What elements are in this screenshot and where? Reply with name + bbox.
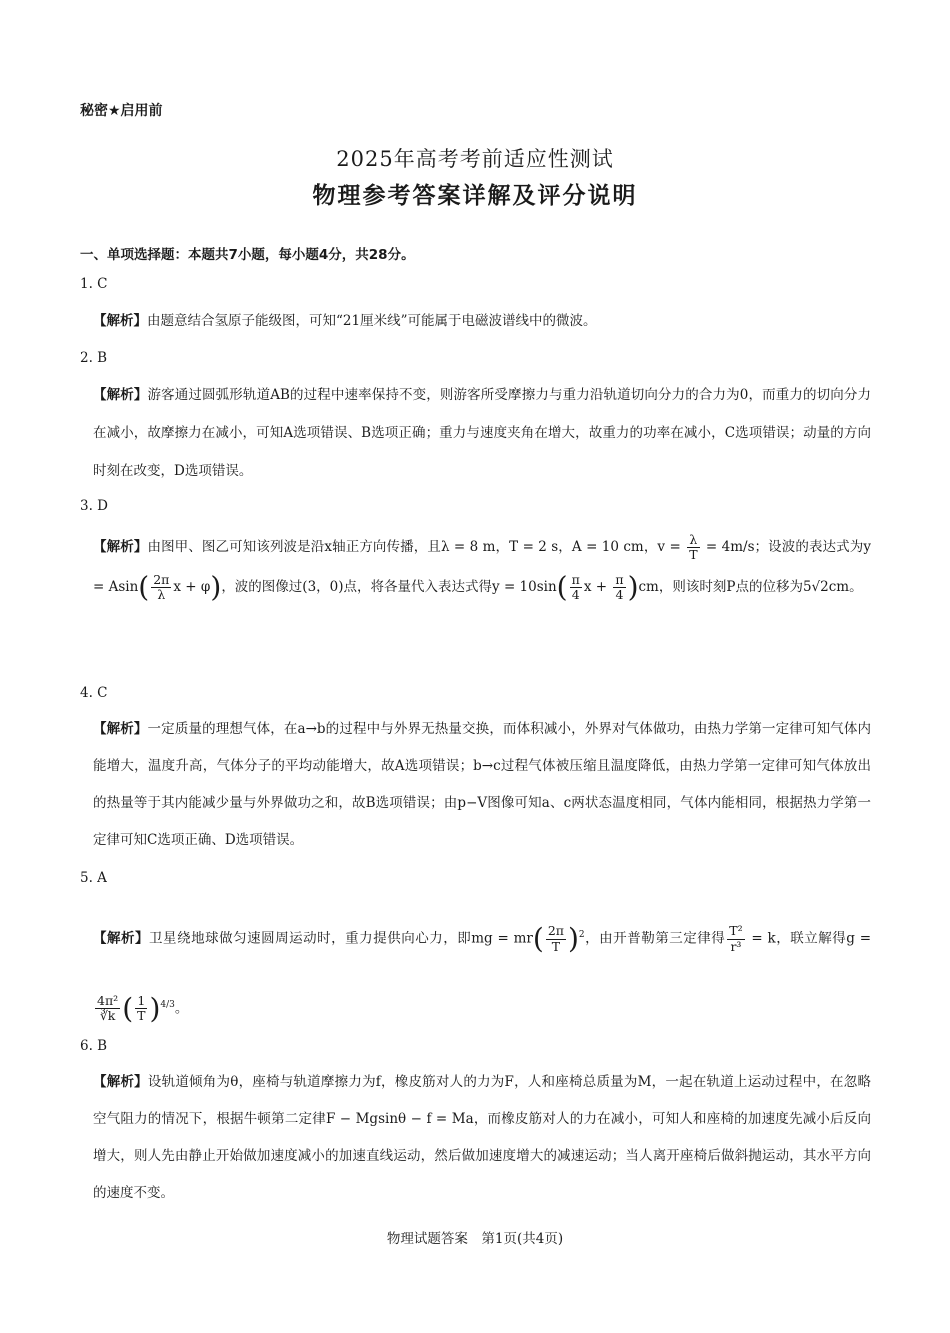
explanation-text-d: 。 — [174, 1000, 189, 1016]
page-footer: 物理试题答案 第1页(共4页) — [386, 1231, 564, 1247]
explanation-q4 — [93, 711, 871, 859]
answer-q2: 2. B — [80, 350, 108, 366]
explanation-text-a: 卫星绕地球做匀速圆周运动时，重力提供向心力，即mg = mr — [149, 930, 533, 947]
explanation-text-c: = k，联立解得g = — [746, 930, 872, 947]
explanation-text: 一定质量的理想气体，在a→b的过程中与外界无热量交换，而体积减小，外界对气体做功，由热力学第一定律可知气体内能增大，温度升高，气体分子的平均动能增大，故A选项错误；b→c过程气体被压缩且温度降低，由热力学第一定律可知气体放出的热量等于其内能减少量与外界做功之和，故B选项错误；由p−V图像可知a、c两状态温度相同，气体内能相同，根据热力学第一定律可知C选项正确、D选项错误。 — [93, 721, 871, 848]
explanation-text-b: ，由开普勒第三定律得 — [584, 930, 726, 947]
exam-title: 2025年高考考前适应性测试 — [336, 147, 614, 171]
explanation-tag: 【解析】 — [93, 721, 148, 737]
explanation-text-c: ，波的图像过(3，0)点，将各量代入表达式得y = 10sin — [221, 579, 557, 595]
section-heading: 一、单项选择题：本题共7小题，每小题4分，共28分。 — [80, 247, 415, 263]
answer-q6: 6. B — [80, 1038, 108, 1054]
explanation-tag: 【解析】 — [93, 387, 148, 403]
explanation-text-d: cm，则该时刻P点的位移为5√2cm。 — [638, 579, 863, 595]
explanation-text: 游客通过圆弧形轨道AB的过程中速率保持不变，则游客所受摩擦力与重力沿轨道切向分力的合力为0，而重力的切向分力在减小，故摩擦力在减小，可知A选项错误、B选项正确；重力与速度夹角在增大，故重力的功率在减小，C选项错误；动量的方向时刻在改变，D选项错误。 — [93, 387, 872, 479]
answer-q1: 1. C — [80, 276, 108, 292]
explanation-q1 — [93, 302, 871, 340]
explanation-tag: 【解析】 — [93, 313, 147, 329]
explanation-q3: 【解析】由图甲、图乙可知该列波是沿x轴正方向传播，且λ = 8 m，T = 2 s，A = 10 cm，v = $\frac{\lambda}{T}$ = 4m/s；设波的表达式为y = Asin( $\frac{2\pi}{\lambda}$ x + φ)，波的图像过(3，0)点，将各量代入表达式得y = 10sin( $\frac{\pi}{4}$ x + $\frac{\pi}{4}$ )cm，则该时刻P点的位移为5√2cm。 — [93, 531, 872, 604]
explanation-q2 — [93, 376, 871, 490]
fraction-T2-over-r3: $\frac{\text{T²}}{\text{r³}}$ — [729, 923, 743, 954]
answer-q3: 3. D — [80, 498, 108, 514]
explanation-tag: 【解析】 — [93, 930, 150, 947]
document-title: 物理参考答案详解及评分说明 — [312, 183, 638, 209]
explanation-text: 设轨道倾角为θ，座椅与轨道摩擦力为f，橡皮筋对人的力为F，人和座椅总质量为M，一起在轨道上运动过程中，在忽略空气阻力的情况下，根据牛顿第二定律F − Mgsinθ − f = Ma，而橡皮筋对人的力在减小，可知人和座椅的加速度先减小后反向增大，则人先由静止开始做加速度减小的加速直线运动，然后做加速度增大的减速运动；当人离开座椅后做斜抛运动，其水平方向的速度不变。 — [93, 1074, 871, 1201]
confidential-label: 秘密★启用前 — [80, 103, 163, 119]
explanation-text-a: 由图甲、图乙可知该列波是沿x轴正方向传播，且λ = 8 m，T = 2 s，A = 10 cm，v = — [147, 539, 686, 555]
fraction-1-over-T: $\frac{1}{T}$ — [137, 992, 146, 1023]
answer-q5: 5. A — [80, 870, 107, 886]
explanation-q6 — [93, 1064, 871, 1212]
explanation-tag: 【解析】 — [93, 1074, 148, 1090]
fraction-2pi-over-lambda: $\frac{2\pi}{\lambda}$ — [153, 571, 170, 602]
explanation-tag: 【解析】 — [93, 539, 148, 555]
answer-q4: 4. C — [80, 685, 108, 701]
fraction-lambda-over-T: $\frac{\lambda}{T}$ — [689, 531, 698, 562]
fraction-pi-over-4: $\frac{\pi}{4}$ — [571, 571, 580, 602]
fraction-2pi-over-T: $\frac{2\pi}{T}$ — [547, 923, 564, 954]
fraction-4pi2-over-cbrt-k: $\frac{\text{4π²}}{∛k}$ — [97, 992, 119, 1023]
explanation-q5: 【解析】卫星绕地球做匀速圆周运动时，重力提供向心力，即mg = mr( $\frac{2\pi}{T}$ )$^2$，由开普勒第三定律得 $\frac{\text{T²}}{\text{r³}}$ = k，联立解得g = $\frac{\text{4π²}}{∛k}$ ( $\frac{1}{T}$ )$^{4/3}$。 — [93, 922, 872, 1025]
fraction-pi-over-4: $\frac{\pi}{4}$ — [615, 571, 624, 602]
explanation-text-b: = 4m/s；设波的表达式为y = Asin — [93, 539, 872, 595]
explanation-text: 由题意结合氢原子能级图，可知“21厘米线”可能属于电磁波谱线中的微波。 — [147, 313, 597, 329]
